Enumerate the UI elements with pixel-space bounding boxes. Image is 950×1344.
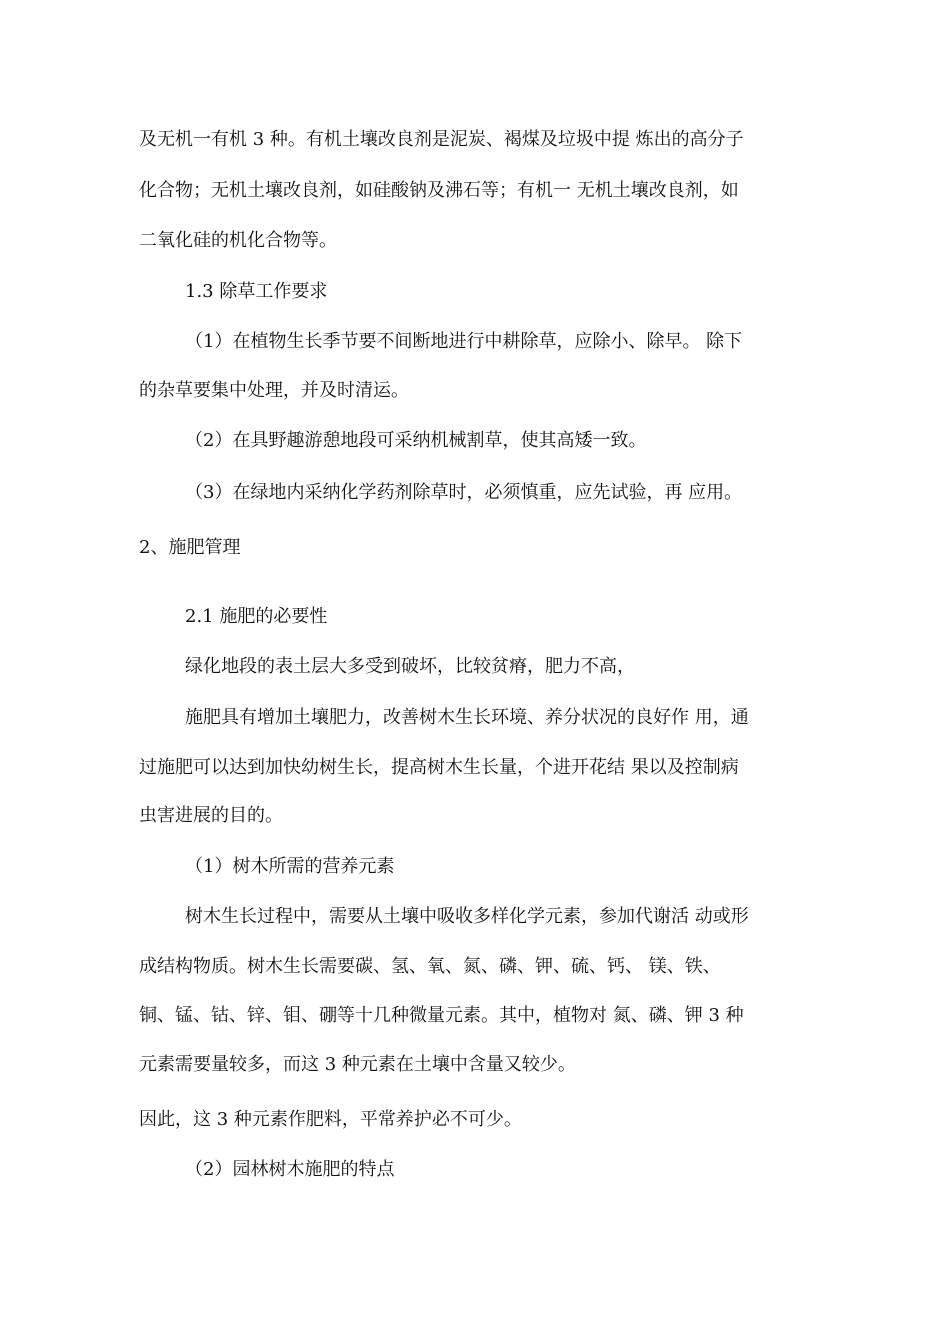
list-item: （2）在具野趣游憩地段可采纳机械割草，使其高矮一致。 [185,430,647,451]
paragraph-line: 化合物；无机土壤改良剂，如硅酸钠及沸石等；有机一 无机土壤改良剂，如 [139,180,739,201]
paragraph-line: 绿化地段的表土层大多受到破坏，比较贫瘠，肥力不高， [185,656,635,677]
list-item: （3）在绿地内采纳化学药剂除草时，必须慎重，应先试验，再 应用。 [185,482,743,503]
list-item-heading: （1）树木所需的营养元素 [185,856,395,877]
paragraph-line: 铜、锰、钴、锌、钼、硼等十几种微量元素。其中，植物对 氮、磷、钾 3 种 [139,1005,744,1026]
list-item-line: （1）在植物生长季节要不间断地进行中耕除草，应除小、除早。 除下 [185,331,743,352]
paragraph-line: 因此，这 3 种元素作肥料，平常养护必不可少。 [139,1109,522,1130]
section-heading: 2、施肥管理 [139,537,241,558]
paragraph-line: 虫害进展的目的。 [139,805,283,826]
paragraph-line: 过施肥可以达到加快幼树生长，提高树木生长量，个进开花结 果以及控制病 [139,757,739,778]
section-heading: 1.3 除草工作要求 [185,281,328,302]
list-item-heading: （2）园林树木施肥的特点 [185,1159,395,1180]
paragraph-line: 施肥具有增加土壤肥力，改善树木生长环境、养分状况的良好作 用，通 [185,707,749,728]
list-item-line: 的杂草要集中处理，并及时清运。 [139,380,409,401]
paragraph-line: 及无机一有机 3 种。有机土壤改良剂是泥炭、褐煤及垃圾中提 炼出的高分子 [139,129,744,150]
paragraph-line: 树木生长过程中，需要从土壤中吸收多样化学元素，参加代谢活 动或形 [185,906,749,927]
paragraph-line: 二氧化硅的机化合物等。 [139,230,337,251]
subsection-heading: 2.1 施肥的必要性 [185,606,328,627]
paragraph-line: 元素需要量较多，而这 3 种元素在土壤中含量又较少。 [139,1054,576,1075]
paragraph-line: 成结构物质。树木生长需要碳、氢、氧、氮、磷、钾、硫、钙、 镁、铁、 [139,956,721,977]
